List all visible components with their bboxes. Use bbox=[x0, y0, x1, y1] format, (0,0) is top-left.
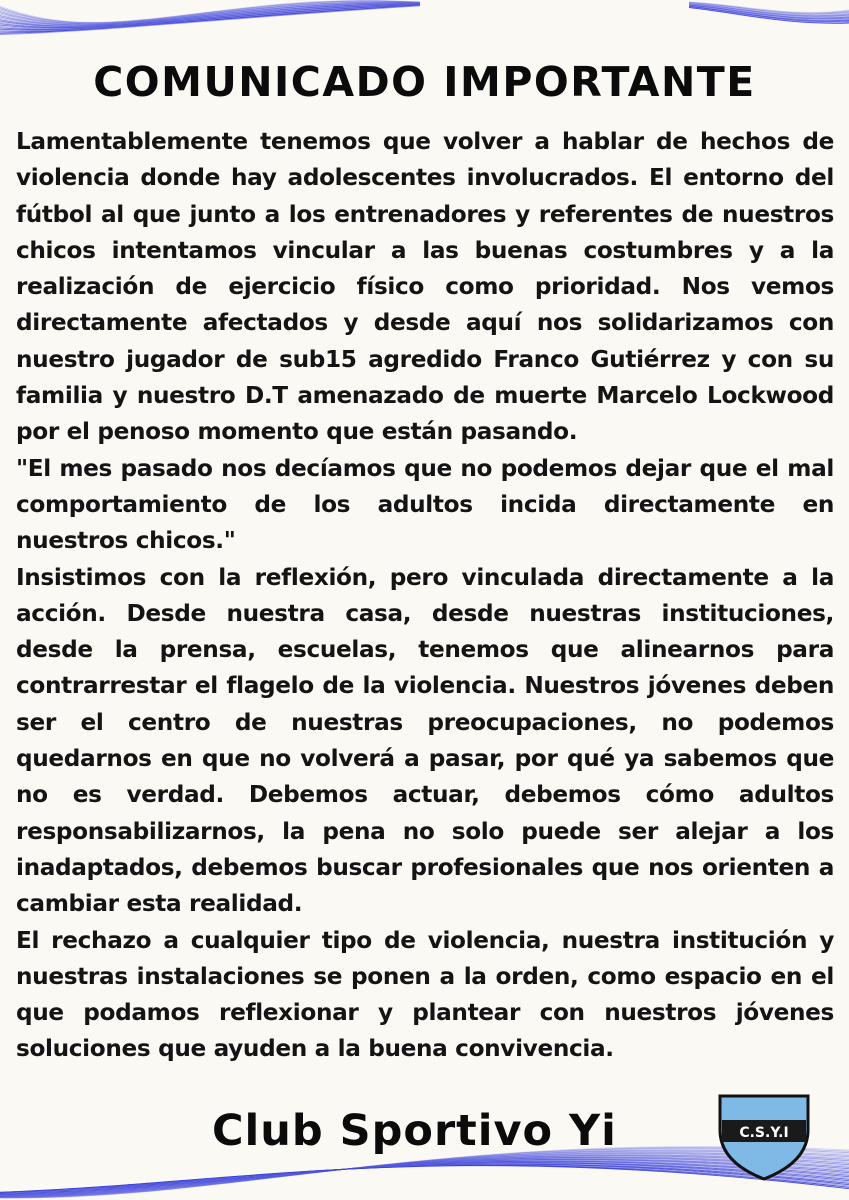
wave-line bbox=[0, 4, 420, 27]
club-signature: Club Sportivo Yi bbox=[212, 1106, 617, 1156]
wave-line bbox=[0, 5, 420, 31]
wave-line bbox=[0, 4, 420, 27]
wave-line bbox=[689, 5, 849, 18]
wave-line bbox=[0, 3, 420, 25]
wave-line bbox=[689, 5, 849, 18]
wave-line bbox=[0, 6, 420, 35]
paragraph-4: El rechazo a cualquier tipo de violencia, nuestra institución y nuestras instalaciones se ponen a la orden, como espacio en el que podamos reflexionar y plantear con nuestros jóvenes soluciones que ayuden a la buena convivencia. bbox=[16, 926, 834, 1063]
paragraph-2: "El mes pasado nos decíamos que no podemos dejar que el mal comportamiento de los adultos incida directamente en nuestros chicos." bbox=[16, 454, 834, 555]
wave-line bbox=[689, 7, 849, 22]
wave-line bbox=[689, 6, 849, 20]
wave-line bbox=[689, 4, 849, 16]
wave-line bbox=[0, 4, 420, 27]
wave-line bbox=[0, 3, 420, 25]
wave-line bbox=[689, 2, 849, 12]
wave-line bbox=[689, 4, 849, 16]
wave-line bbox=[0, 5, 420, 31]
wave-line bbox=[0, 1, 420, 23]
wave-line bbox=[689, 6, 849, 20]
wave-line bbox=[0, 4, 420, 26]
announcement-body bbox=[16, 124, 834, 1068]
shield-logo-text: C.S.Y.I bbox=[739, 1125, 789, 1141]
wave-line bbox=[0, 1, 420, 23]
wave-line bbox=[689, 2, 849, 13]
wave-line bbox=[0, 5, 420, 29]
wave-line bbox=[689, 3, 849, 15]
top-right-wave-decoration bbox=[689, 0, 849, 30]
wave-line bbox=[0, 3, 420, 25]
wave-line bbox=[689, 3, 849, 14]
wave-line bbox=[689, 8, 849, 24]
wave-line bbox=[689, 5, 849, 19]
wave-line bbox=[689, 7, 849, 22]
wave-line bbox=[0, 2, 420, 24]
wave-line bbox=[0, 2, 420, 24]
wave-line bbox=[0, 5, 420, 29]
wave-line bbox=[0, 6, 420, 34]
wave-line bbox=[0, 0, 420, 22]
club-shield-logo bbox=[716, 1090, 812, 1182]
wave-line bbox=[0, 5, 420, 29]
paragraph-3: Insistimos con la reflexión, pero vinculada directamente a la acción. Desde nuestra casa, desde nuestras instituciones, desde la prensa, escuelas, tenemos que alinearnos para contrarrestar el flagelo de la violencia. Nuestros jóvenes deben ser el centro de nuestras preocupaciones, no podemos quedarnos en que no volverá a pasar, por qué ya sabemos que no es verdad. Debemos actuar, debemos cómo adultos responsabilizarnos, la pena no solo puede ser alejar a los inadaptados, debemos buscar profesionales que nos orienten a cambiar esta realidad. bbox=[16, 563, 834, 918]
wave-line bbox=[0, 4, 420, 26]
wave-line bbox=[0, 2, 420, 24]
wave-line bbox=[0, 5, 420, 30]
paragraph-1: Lamentablemente tenemos que volver a hablar de hechos de violencia donde hay adolescentes involucrados. El entorno del fútbol al que junto a los entrenadores y referentes de nuestros chicos intentamos vincular a las buenas costumbres y a la realización de ejercicio físico como prioridad. Nos vemos directamente afectados y desde aquí nos solidarizamos con nuestro jugador de sub15 agredido Franco Gutiérrez y con su familia y nuestro D.T amenazado de muerte Marcelo Lockwood por el penoso momento que están pasando. bbox=[16, 128, 834, 446]
page-title: COMUNICADO IMPORTANTE bbox=[93, 58, 756, 106]
